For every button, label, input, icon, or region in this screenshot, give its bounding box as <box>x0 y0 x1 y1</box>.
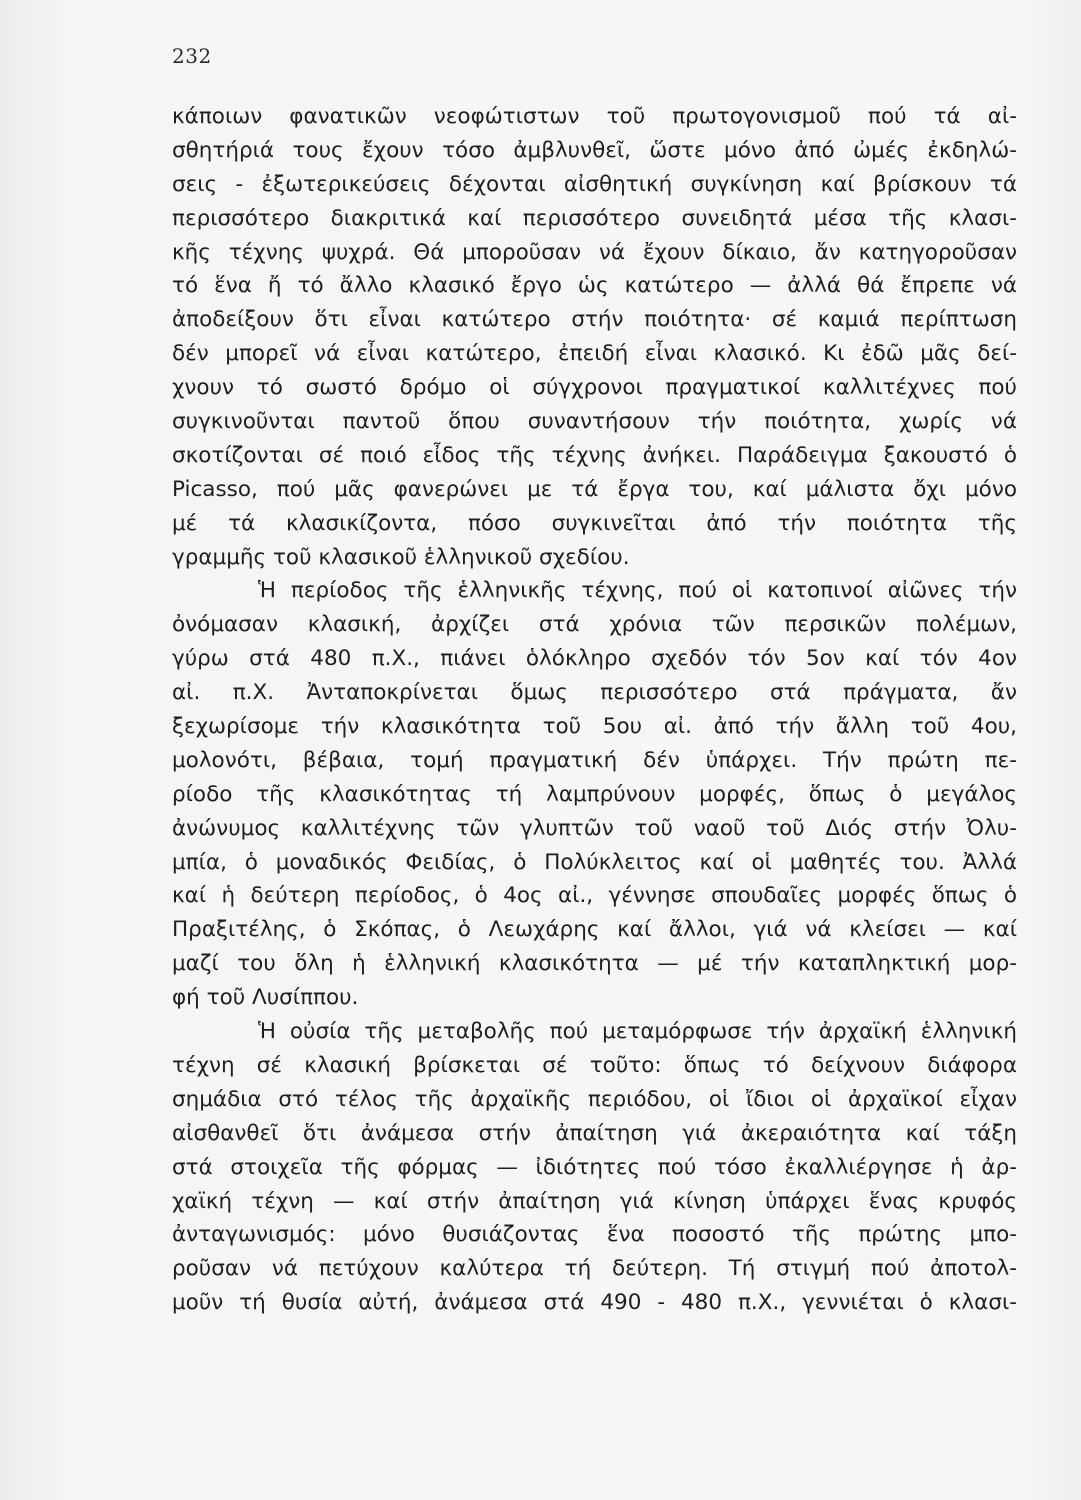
text-line: κῆς τέχνης ψυχρά. Θά μποροῦσαν νά ἔχουν δίκαιο, ἄν κατηγοροῦσαν <box>172 239 1017 265</box>
text-line: γύρω στά 480 π.Χ., πιάνει ὁλόκληρο σχεδόν τόν 5ον καί τόν 4ον <box>172 646 1017 672</box>
text-line: στά στοιχεῖα τῆς φόρμας — ἰδιότητες πού τόσο ἐκαλλιέργησε ἡ ἀρ- <box>172 1154 1017 1180</box>
paragraph <box>172 100 1017 574</box>
text-line: ὀνόμασαν κλασική, ἀρχίζει στά χρόνια τῶν περσικῶν πολέμων, <box>172 612 1017 638</box>
text-line: ροῦσαν νά πετύχουν καλύτερα τή δεύτερη. Τή στιγμή πού ἀποτολ- <box>172 1256 1017 1282</box>
text-line: γραμμῆς τοῦ κλασικοῦ ἑλληνικοῦ σχεδίου. <box>172 544 630 570</box>
text-line: αἰσθανθεῖ ὅτι ἀνάμεσα στήν ἀπαίτηση γιά ἀκεραιότητα καί τάξη <box>172 1120 1017 1146</box>
text-line: σθητήριά τους ἔχουν τόσο ἀμβλυνθεῖ, ὥστε μόνο ἀπό ὠμές ἐκδηλώ- <box>172 137 1017 163</box>
text-line: Ἡ περίοδος τῆς ἑλληνικῆς τέχνης, πού οἱ κατοπινοί αἰῶνες τήν <box>258 578 1017 604</box>
text-line: ἀποδείξουν ὅτι εἶναι κατώτερο στήν ποιότητα· σέ καμιά περίπτωση <box>172 307 1017 333</box>
text-line: χαϊκή τέχνη — καί στήν ἀπαίτηση γιά κίνηση ὑπάρχει ἕνας κρυφός <box>172 1188 1017 1214</box>
text-line: συγκινοῦνται παντοῦ ὅπου συναντήσουν τήν ποιότητα, χωρίς νά <box>172 409 1017 435</box>
page-number: 232 <box>172 44 212 68</box>
text-line: σεις - ἐξωτερικεύσεις δέχονται αἰσθητική συγκίνηση καί βρίσκουν τά <box>172 171 1017 197</box>
text-line: τέχνη σέ κλασική βρίσκεται σέ τοῦτο: ὅπως τό δείχνουν διάφορα <box>172 1052 1017 1078</box>
body-text <box>172 100 1017 1320</box>
text-line: τό ἕνα ἤ τό ἄλλο κλασικό ἔργο ὡς κατώτερο — ἀλλά θά ἔπρεπε νά <box>172 273 1017 299</box>
text-line: περισσότερο διακριτικά καί περισσότερο συνειδητά μέσα τῆς κλασι- <box>172 205 1017 231</box>
text-line: ρίοδο τῆς κλασικότητας τή λαμπρύνουν μορφές, ὅπως ὁ μεγάλος <box>172 781 1017 807</box>
text-line: ἀνταγωνισμός: μόνο θυσιάζοντας ἕνα ποσοστό τῆς πρώτης μπο- <box>172 1222 1017 1248</box>
text-line: κάποιων φανατικῶν νεοφώτιστων τοῦ πρωτογονισμοῦ πού τά αἰ- <box>172 104 1017 129</box>
text-line: σημάδια στό τέλος τῆς ἀρχαϊκῆς περιόδου, οἱ ἴδιοι οἱ ἀρχαϊκοί εἶχαν <box>172 1086 1017 1112</box>
text-line: ἀνώνυμος καλλιτέχνης τῶν γλυπτῶν τοῦ ναοῦ τοῦ Διός στήν Ὀλυ- <box>172 815 1017 841</box>
text-line: χνουν τό σωστό δρόμο οἱ σύγχρονοι πραγματικοί καλλιτέχνες πού <box>172 375 1017 401</box>
text-line: μαζί του ὅλη ἡ ἑλληνική κλασικότητα — μέ τήν καταπληκτική μορ- <box>172 951 1017 977</box>
text-line: Πραξιτέλης, ὁ Σκόπας, ὁ Λεωχάρης καί ἄλλοι, γιά νά κλείσει — καί <box>172 917 1017 943</box>
text-line: σκοτίζονται σέ ποιό εἶδος τῆς τέχνης ἀνήκει. Παράδειγμα ξακουστό ὁ <box>172 442 1017 468</box>
text-line: Ἡ οὐσία τῆς μεταβολῆς πού μεταμόρφωσε τήν ἀρχαϊκή ἑλληνική <box>258 1019 1017 1045</box>
text-line: καί ἡ δεύτερη περίοδος, ὁ 4ος αἰ., γέννησε σπουδαῖες μορφές ὅπως ὁ <box>172 883 1017 909</box>
paragraph <box>172 574 1017 1015</box>
text-line: φή τοῦ Λυσίππου. <box>172 985 359 1011</box>
text-line: μπία, ὁ μοναδικός Φειδίας, ὁ Πολύκλειτος καί οἱ μαθητές του. Ἀλλά <box>172 849 1017 875</box>
paragraph <box>172 1015 1017 1320</box>
text-line: μοῦν τή θυσία αὐτή, ἀνάμεσα στά 490 - 480 π.Χ., γεννιέται ὁ κλασι- <box>172 1290 1017 1316</box>
text-line: ξεχωρίσομε τήν κλασικότητα τοῦ 5ου αἰ. ἀπό τήν ἄλλη τοῦ 4ου, <box>172 714 1017 740</box>
text-line: αἰ. π.Χ. Ἀνταποκρίνεται ὅμως περισσότερο στά πράγματα, ἄν <box>172 680 1017 706</box>
text-line: Picasso, πού μᾶς φανερώνει με τά ἔργα του, καί μάλιστα ὄχι μόνο <box>172 476 1017 502</box>
text-line: δέν μπορεῖ νά εἶναι κατώτερο, ἐπειδή εἶναι κλασικό. Κι ἐδῶ μᾶς δεί- <box>172 341 1017 367</box>
text-line: μολονότι, βέβαια, τομή πραγματική δέν ὑπάρχει. Τήν πρώτη πε- <box>172 747 1017 773</box>
text-line: μέ τά κλασικίζοντα, πόσο συγκινεῖται ἀπό τήν ποιότητα τῆς <box>172 510 1017 536</box>
